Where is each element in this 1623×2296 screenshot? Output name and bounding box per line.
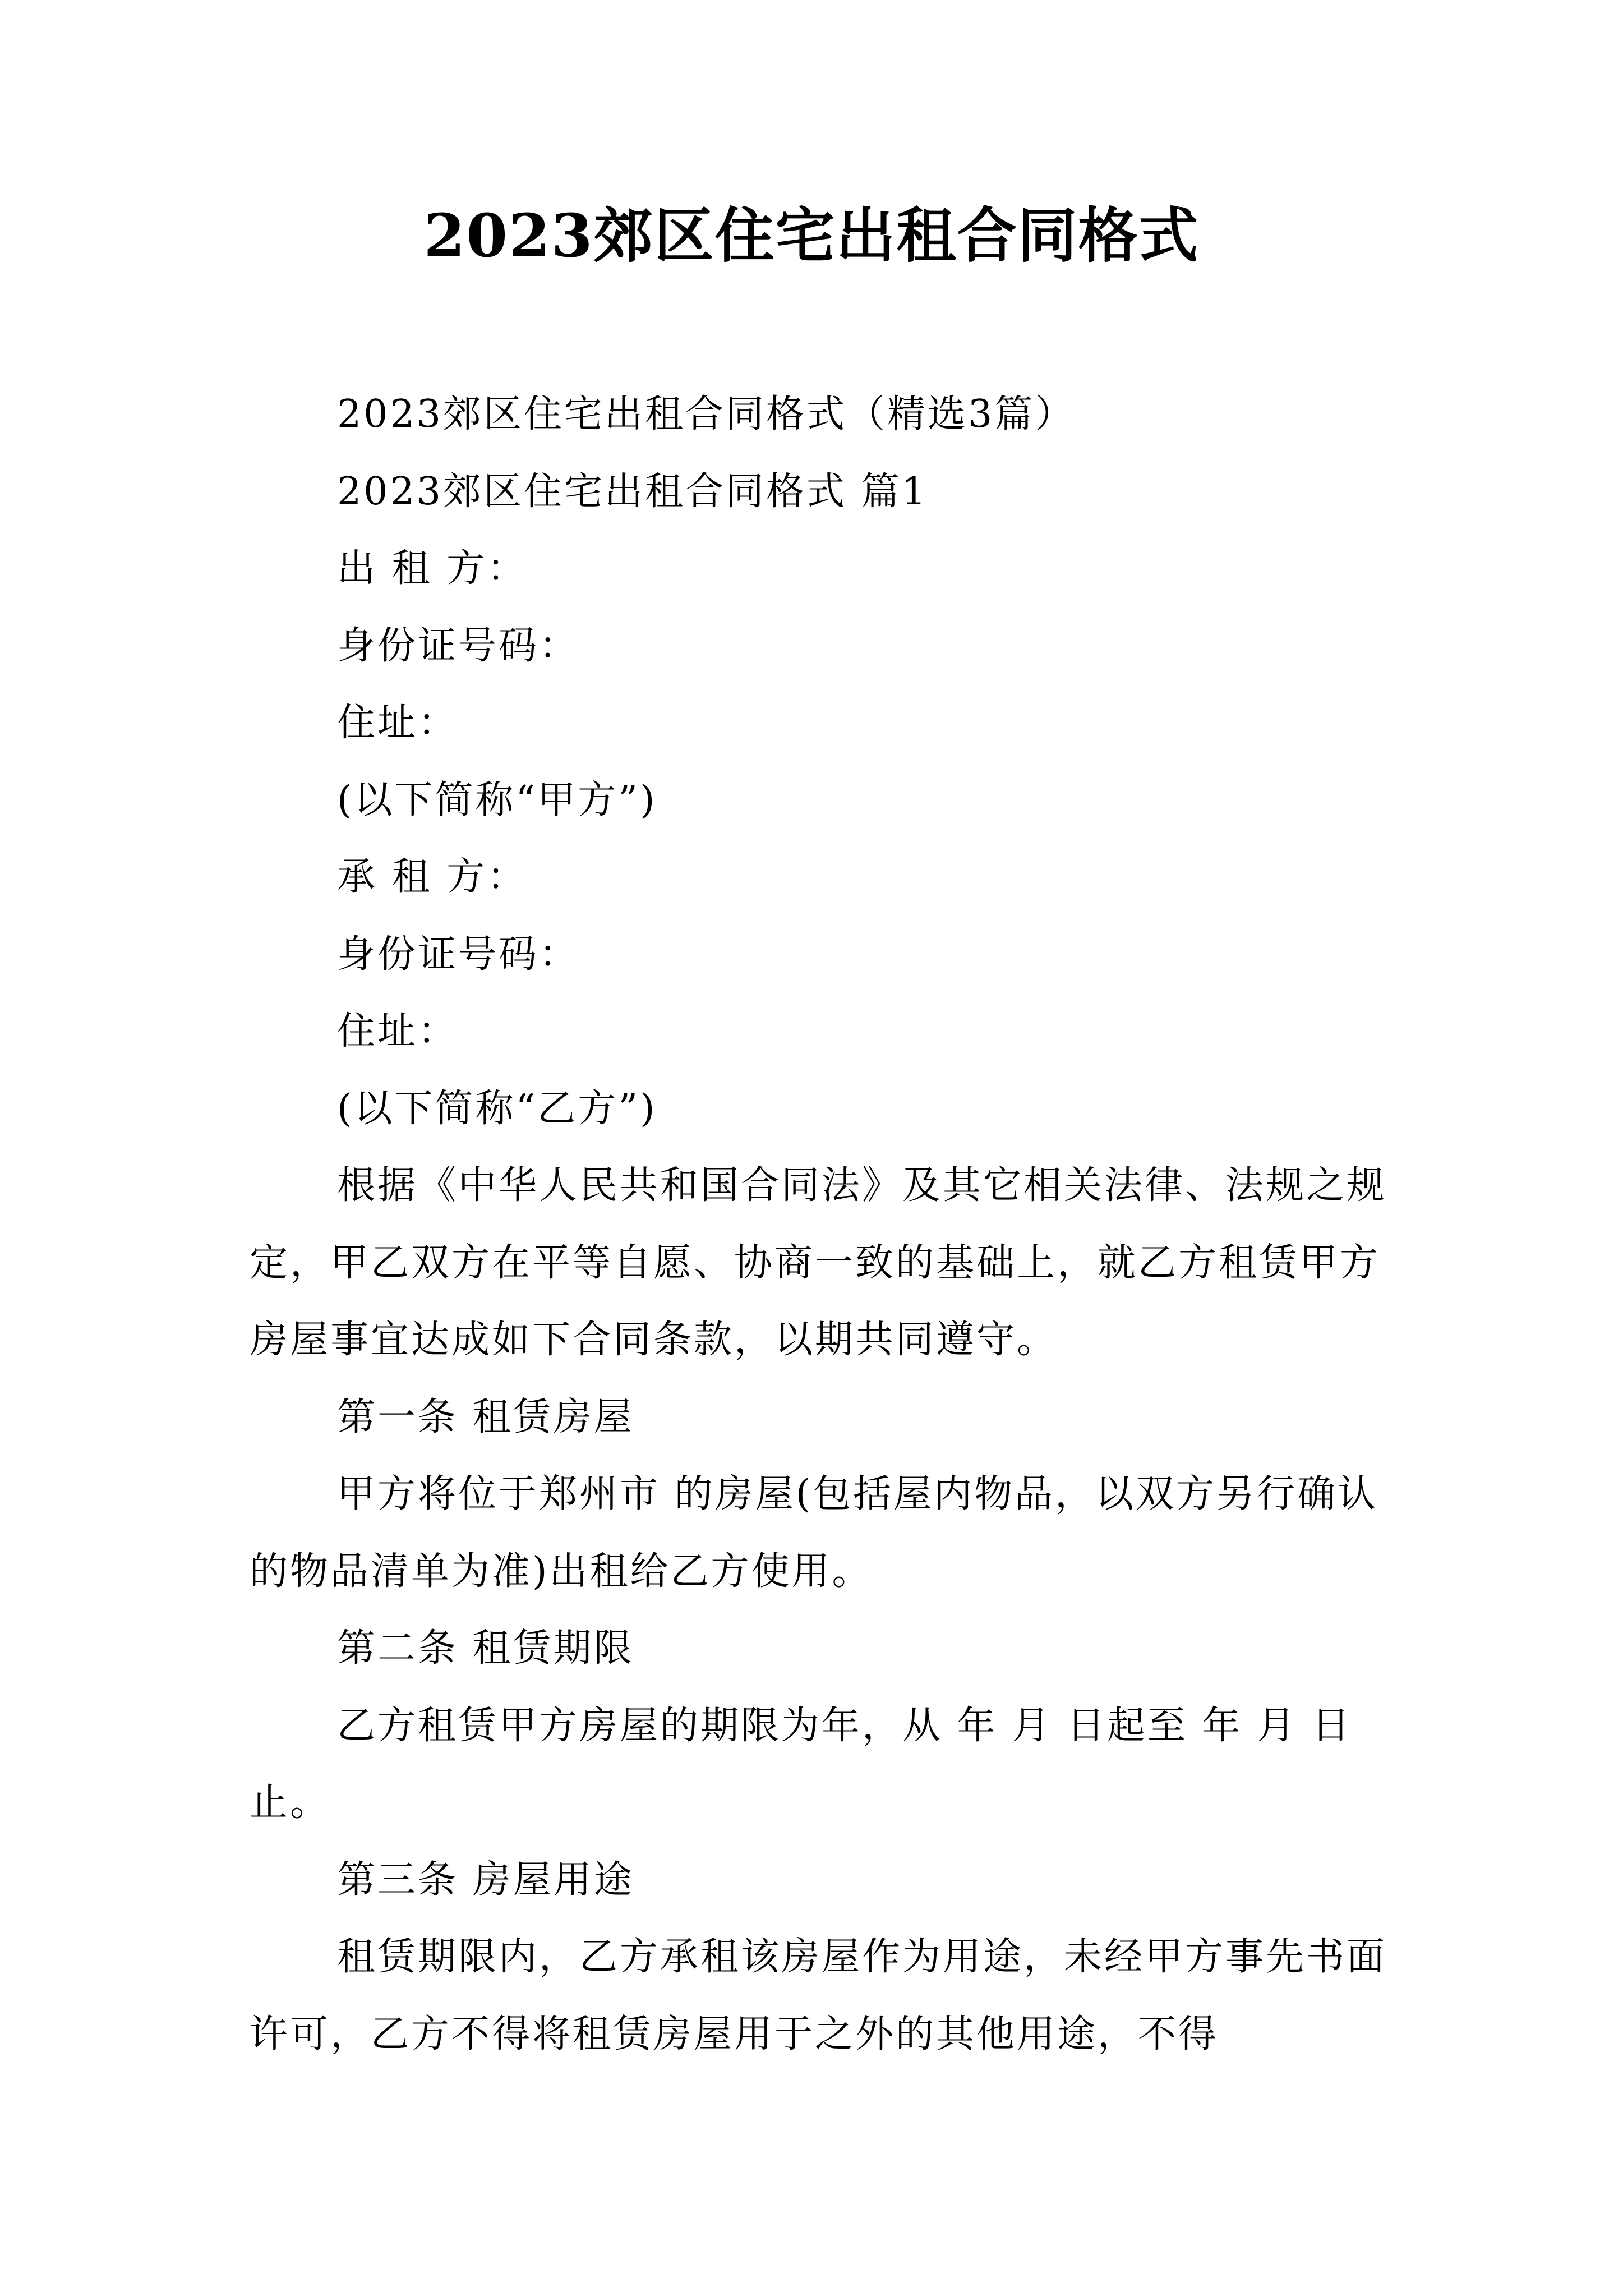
lessee-label: 承 租 方： [337,855,528,899]
document-body [250,376,1388,2073]
lessor-address-label: 住址： [337,701,459,745]
party-a-note: (以下简称“甲方”) [337,777,657,822]
lessee-id-number-label: 身份证号码： [337,932,580,977]
article-3-text: 租赁期限内，乙方承租该房屋作为用途，未经甲方事先书面许可，乙方不得将租赁房屋用于之外的其他用途，不得 [250,1935,1387,2056]
document-title: 2023郊区住宅出租合同格式 [423,200,1200,270]
lessee-address-label: 住址： [337,1009,459,1053]
lessor-label: 出 租 方： [337,546,528,591]
party-b-note: (以下简称“乙方”) [337,1086,657,1131]
article-3-heading: 第三条 房屋用途 [337,1857,634,1902]
section-heading-part-1: 2023郊区住宅出租合同格式 篇1 [337,469,928,514]
subtitle-selection: 2023郊区住宅出租合同格式（精选3篇） [337,392,1076,436]
article-1-heading: 第一条 租赁房屋 [337,1395,634,1439]
article-2-heading: 第二条 租赁期限 [337,1626,634,1671]
article-1-text: 甲方将位于郑州市 的房屋(包括屋内物品，以双方另行确认的物品清单为准)出租给乙方使用。 [250,1472,1378,1594]
lessor-id-number-label: 身份证号码： [337,623,580,668]
preamble-paragraph: 根据《中华人民共和国合同法》及其它相关法律、法规之规定，甲乙双方在平等自愿、协商一致的基础上，就乙方租赁甲方房屋事宜达成如下合同条款，以期共同遵守。 [250,1163,1387,1362]
article-2-text: 乙方租赁甲方房屋的期限为年，从 年 月 日起至 年 月 日止。 [250,1703,1352,1825]
